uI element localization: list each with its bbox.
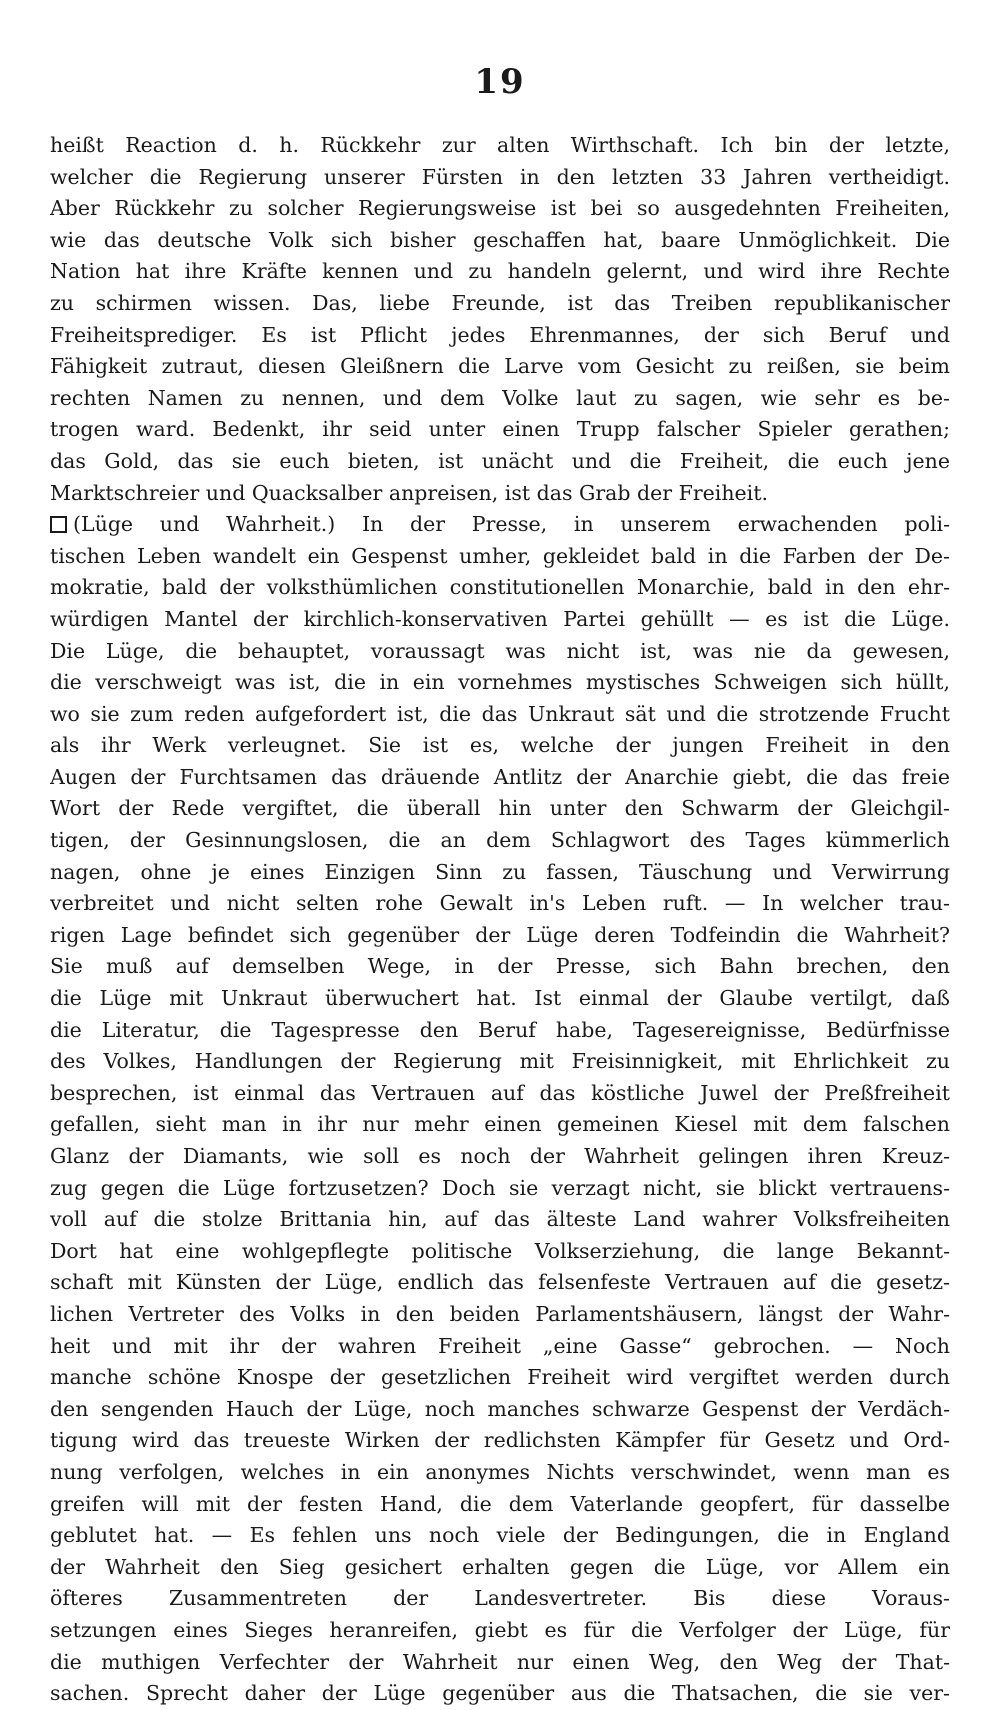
text-line: Sie muß auf demselben Wege, in der Presse, sich Bahn brechen, den	[50, 954, 950, 979]
text-line: nagen, ohne je eines Einzigen Sinn zu fassen, Täuschung und Verwirrung	[50, 859, 950, 884]
text-line: Aber Rückkehr zu solcher Regierungsweise ist bei so ausgedehnten Freiheiten,	[50, 196, 950, 221]
text-line: schaft mit Künsten der Lüge, endlich das felsenfeste Vertrauen auf die gesetz-	[50, 1270, 950, 1295]
text-line: der Wahrheit den Sieg gesichert erhalten gegen die Lüge, vor Allem ein	[50, 1554, 950, 1579]
text-line: greifen will mit der festen Hand, die dem Vaterlande geopfert, für dasselbe	[50, 1491, 950, 1516]
text-line: rechten Namen zu nennen, und dem Volke laut zu sagen, wie sehr es be-	[50, 385, 950, 410]
text-line: setzungen eines Sieges heranreifen, giebt es für die Verfolger der Lüge, für	[50, 1617, 950, 1642]
text-line: nung verfolgen, welches in ein anonymes Nichts verschwindet, wenn man es	[50, 1459, 950, 1484]
text-line: Nation hat ihre Kräfte kennen und zu handeln gelernt, und wird ihre Rechte	[50, 259, 950, 284]
text-line: Dort hat eine wohlgepflegte politische Volkserziehung, die lange Bekannt-	[50, 1238, 950, 1263]
text-line: heit und mit ihr der wahren Freiheit „eine Gasse“ gebrochen. — Noch	[50, 1333, 950, 1358]
body-text	[50, 130, 950, 1710]
text-line: Freiheitsprediger. Es ist Pflicht jedes Ehrenmannes, der sich Beruf und	[50, 322, 950, 347]
text-line: geblutet hat. — Es fehlen uns noch viele der Bedingungen, die in England	[50, 1523, 950, 1548]
text-line: das Gold, das sie euch bieten, ist unächt und die Freiheit, die euch jene	[50, 448, 950, 473]
text-line-with-box	[50, 509, 950, 541]
text-line: verbreitet und nicht selten rohe Gewalt in's Leben ruft. — In welcher trau-	[50, 891, 950, 916]
text-line: wie das deutsche Volk sich bisher geschaffen hat, baare Unmöglichkeit. Die	[50, 227, 950, 252]
text-line: mokratie, bald der volksthümlichen constitutionellen Monarchie, bald in den ehr-	[50, 575, 950, 600]
text-line: als ihr Werk verleugnet. Sie ist es, welche der jungen Freiheit in den	[50, 733, 950, 758]
page-number: 19	[474, 62, 526, 102]
square-marker-icon	[50, 516, 67, 533]
text-line: Die Lüge, die behauptet, voraussagt was nicht ist, was nie da gewesen,	[50, 638, 950, 663]
text-line: lichen Vertreter des Volks in den beiden Parlamentshäusern, längst der Wahr-	[50, 1301, 950, 1326]
text-line: die verschweigt was ist, die in ein vornehmes mystisches Schweigen sich hüllt,	[50, 670, 950, 695]
text-line: gefallen, sieht man in ihr nur mehr einen gemeinen Kiesel mit dem falschen	[50, 1112, 950, 1137]
text-line: Marktschreier und Quacksalber anpreisen, ist das Grab der Freiheit.	[50, 480, 768, 505]
text-line: zug gegen die Lüge fortzusetzen? Doch sie verzagt nicht, sie blickt vertrauens-	[50, 1175, 950, 1200]
text-line: Glanz der Diamants, wie soll es noch der Wahrheit gelingen ihren Kreuz-	[50, 1144, 950, 1168]
text-line: voll auf die stolze Brittania hin, auf das älteste Land wahrer Volksfreiheiten	[50, 1207, 950, 1232]
text-line: Wort der Rede vergiftet, die überall hin unter den Schwarm der Gleichgil-	[50, 796, 950, 821]
text-line-content: (Lüge und Wahrheit.) In der Presse, in unserem erwachenden poli-	[73, 512, 950, 537]
text-line: rigen Lage befindet sich gegenüber der Lüge deren Todfeindin die Wahrheit?	[50, 922, 950, 947]
text-line: öfteres Zusammentreten der Landesvertreter. Bis diese Voraus-	[50, 1586, 950, 1611]
text-line: würdigen Mantel der kirchlich-konservativen Partei gehüllt — es ist die Lüge.	[50, 606, 950, 631]
text-line: tigung wird das treueste Wirken der redlichsten Kämpfer für Gesetz und Ord-	[50, 1428, 950, 1453]
text-line: Augen der Furchtsamen das dräuende Antlitz der Anarchie giebt, die das freie	[50, 764, 950, 789]
text-line: die Lüge mit Unkraut überwuchert hat. Ist einmal der Glaube vertilgt, daß	[50, 986, 950, 1011]
text-line: manche schöne Knospe der gesetzlichen Freiheit wird vergiftet werden durch	[50, 1365, 950, 1390]
text-line: welcher die Regierung unserer Fürsten in den letzten 33 Jahren vertheidigt.	[50, 164, 950, 189]
text-line: die muthigen Verfechter der Wahrheit nur einen Weg, den Weg der That-	[50, 1649, 950, 1674]
text-line: heißt Reaction d. h. Rückkehr zur alten Wirthschaft. Ich bin der letzte,	[50, 133, 950, 157]
text-line: wo sie zum reden aufgefordert ist, die das Unkraut sät und die strotzende Frucht	[50, 701, 950, 726]
text-line: besprechen, ist einmal das Vertrauen auf das köstliche Juwel der Preßfreiheit	[50, 1080, 950, 1105]
text-line: zu schirmen wissen. Das, liebe Freunde, ist das Treiben republikanischer	[50, 290, 950, 315]
text-line: trogen ward. Bedenkt, ihr seid unter einen Trupp falscher Spieler gerathen;	[50, 417, 950, 442]
text-line: des Volkes, Handlungen der Regierung mit Freisinnigkeit, mit Ehrlichkeit zu	[50, 1049, 950, 1074]
text-line: den sengenden Hauch der Lüge, noch manches schwarze Gespenst der Verdäch-	[50, 1396, 950, 1421]
text-line: sachen. Sprecht daher der Lüge gegenüber aus die Thatsachen, die sie ver-	[50, 1681, 950, 1706]
text-line: tischen Leben wandelt ein Gespenst umher, gekleidet bald in die Farben der De-	[50, 543, 950, 568]
text-line: die Literatur, die Tagespresse den Beruf habe, Tagesereignisse, Bedürfnisse	[50, 1017, 950, 1042]
text-line: tigen, der Gesinnungslosen, die an dem Schlagwort des Tages kümmerlich	[50, 828, 950, 853]
text-line: Fähigkeit zutraut, diesen Gleißnern die Larve vom Gesicht zu reißen, sie beim	[50, 354, 950, 379]
